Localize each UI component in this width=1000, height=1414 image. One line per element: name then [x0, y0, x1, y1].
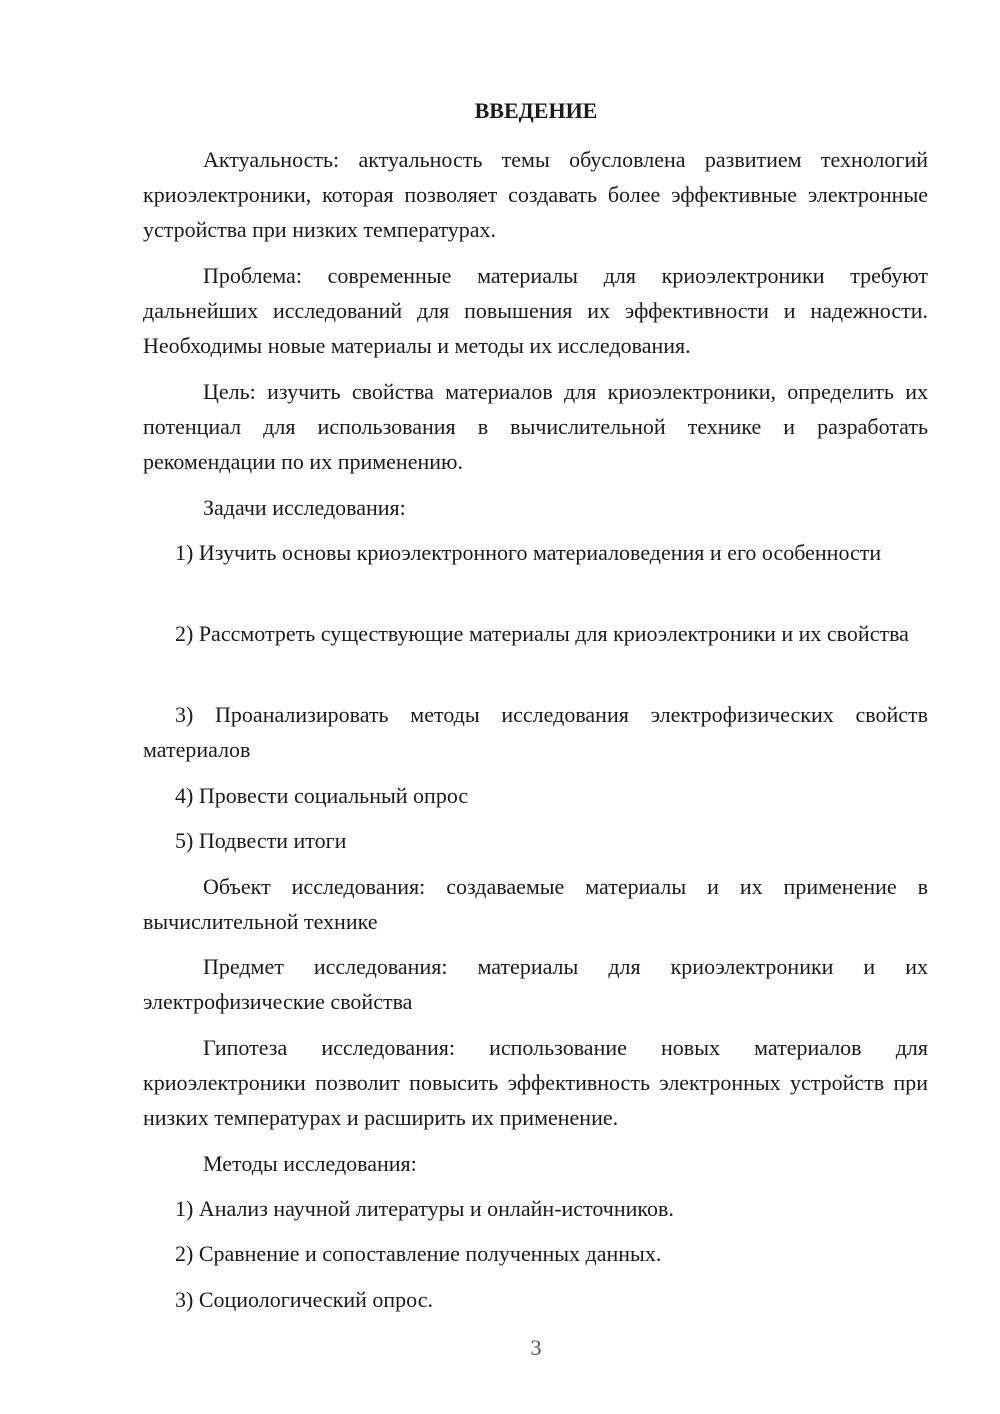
- method-item-3: 3) Социологический опрос.: [175, 1287, 433, 1312]
- page-title: ВВЕДЕНИЕ: [474, 98, 598, 123]
- task-item-2: 2) Рассмотреть существующие материалы для криоэлектроники и их свойства: [175, 621, 909, 646]
- task-item-4: 4) Провести социальный опрос: [175, 783, 469, 808]
- paragraph-hypothesis: Гипотеза исследования: использование новых материалов для криоэлектроники позволит повысить эффективность электронных устройств при низких температурах и расширить их применение.: [143, 1035, 928, 1130]
- paragraph-methods-heading: Методы исследования:: [203, 1151, 417, 1176]
- paragraph-relevance: Актуальность: актуальность темы обусловлена развитием технологий криоэлектроники, которая позволяет создавать более эффективные электронные устройства при низких температурах.: [143, 147, 928, 242]
- method-item-2: 2) Сравнение и сопоставление полученных данных.: [175, 1241, 662, 1266]
- method-item-1: 1) Анализ научной литературы и онлайн-источников.: [175, 1196, 674, 1221]
- task-item-1: 1) Изучить основы криоэлектронного материаловедения и его особенности: [175, 540, 882, 565]
- task-item-3: 3) Проанализировать методы исследования электрофизических свойств материалов: [143, 702, 928, 762]
- paragraph-goal: Цель: изучить свойства материалов для криоэлектроники, определить их потенциал для использования в вычислительной технике и разработать рекомендации по их применению.: [143, 379, 928, 474]
- paragraph-subject: Предмет исследования: материалы для криоэлектроники и их электрофизические свойства: [143, 954, 928, 1014]
- paragraph-object: Объект исследования: создаваемые материалы и их применение в вычислительной технике: [143, 874, 928, 934]
- page-number: 3: [530, 1335, 542, 1360]
- task-item-5: 5) Подвести итоги: [175, 828, 347, 853]
- paragraph-tasks-heading: Задачи исследования:: [203, 495, 406, 520]
- paragraph-problem: Проблема: современные материалы для криоэлектроники требуют дальнейших исследований для повышения их эффективности и надежности. Необходимы новые материалы и методы их исследования.: [143, 263, 928, 358]
